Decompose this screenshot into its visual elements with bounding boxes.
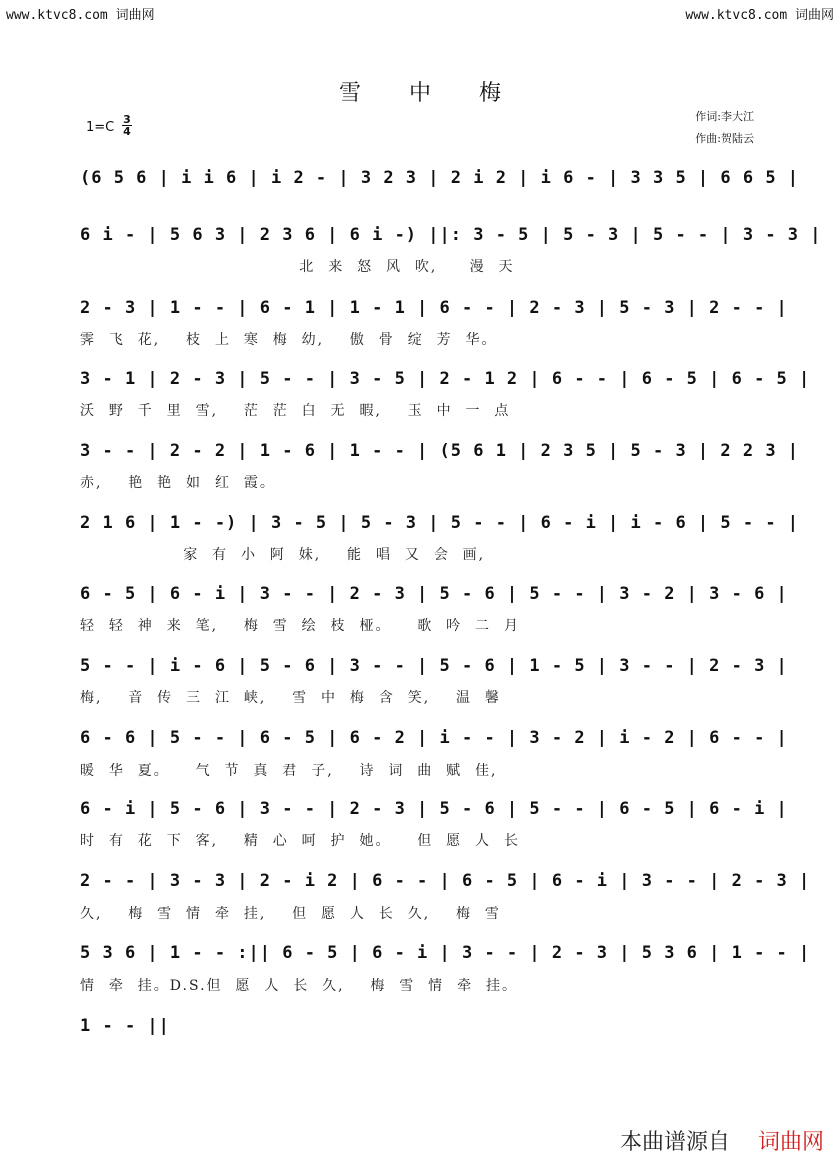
- score-row-11-lyrics: 久, 梅 雪 情 牵 挂, 但 愿 人 长 久, 梅 雪: [80, 906, 501, 922]
- score-row-6-lyrics: 家 有 小 阿 妹, 能 唱 又 会 画,: [80, 547, 486, 563]
- footer-brand-logo[interactable]: 词曲网: [757, 1130, 824, 1155]
- song-title: 雪中梅: [338, 81, 549, 106]
- score-row-2-notes: 6 i - | 5 6 3 | 2 3 6 | 6 i -) ||: 3 - 5 | 5 - 3 | 5 - - | 3 - 3 |: [80, 225, 822, 245]
- score-row-3-lyrics: 霁 飞 花, 枝 上 寒 梅 幼, 傲 骨 绽 芳 华。: [80, 332, 498, 348]
- composer-credit: 作曲:贺陆云: [695, 132, 754, 145]
- score-row-4-lyrics: 沃 野 千 里 雪, 茫 茫 白 无 暇, 玉 中 一 点: [80, 403, 511, 419]
- meter-top: 3: [123, 113, 131, 126]
- score-row-8-lyrics: 梅, 音 传 三 江 峡, 雪 中 梅 含 笑, 温 馨: [80, 690, 501, 706]
- score-row-5-notes: 3 - - | 2 - 2 | 1 - 6 | 1 - - | (5 6 1 | 2 3 5 | 5 - 3 | 2 2 3 |: [80, 441, 800, 461]
- score-row-7-notes: 6 - 5 | 6 - i | 3 - - | 2 - 3 | 5 - 6 | 5 - - | 3 - 2 | 3 - 6 |: [80, 584, 788, 604]
- key-signature: 1=C: [86, 120, 115, 135]
- score-row-11-notes: 2 - - | 3 - 3 | 2 - i 2 | 6 - - | 6 - 5 | 6 - i | 3 - - | 2 - 3 |: [80, 871, 811, 891]
- score-row-5-lyrics: 赤, 艳 艳 如 红 霞。: [80, 475, 276, 491]
- lyricist-credit: 作词:李大江: [695, 110, 754, 123]
- score-row-10-notes: 6 - i | 5 - 6 | 3 - - | 2 - 3 | 5 - 6 | 5 - - | 6 - 5 | 6 - i |: [80, 799, 788, 819]
- score-row-12-lyrics: 情 牵 挂。D.S.但 愿 人 长 久, 梅 雪 情 牵 挂。: [80, 978, 518, 994]
- score-row-9-lyrics: 暖 华 夏。 气 节 真 君 子, 诗 词 曲 赋 佳,: [80, 763, 498, 779]
- score-row-9-notes: 6 - 6 | 5 - - | 6 - 5 | 6 - 2 | i - - | 3 - 2 | i - 2 | 6 - - |: [80, 728, 788, 748]
- score-row-1-notes: (6 5 6 | i i 6 | i 2 - | 3 2 3 | 2 i 2 | i 6 - | 3 3 5 | 6 6 5 |: [80, 168, 800, 188]
- score-row-4-notes: 3 - 1 | 2 - 3 | 5 - - | 3 - 5 | 2 - 1 2 | 6 - - | 6 - 5 | 6 - 5 |: [80, 369, 811, 389]
- score-row-6-notes: 2 1 6 | 1 - -) | 3 - 5 | 5 - 3 | 5 - - | 6 - i | i - 6 | 5 - - |: [80, 513, 800, 533]
- site-url-right[interactable]: www.ktvc8.com 词曲网: [685, 8, 834, 23]
- meter-bottom: 4: [123, 125, 131, 138]
- score-row-8-notes: 5 - - | i - 6 | 5 - 6 | 3 - - | 5 - 6 | 1 - 5 | 3 - - | 2 - 3 |: [80, 656, 788, 676]
- score-row-13-notes: 1 - - ||: [80, 1016, 170, 1036]
- footer-source-label: 本曲谱源自: [619, 1130, 730, 1155]
- score-row-7-lyrics: 轻 轻 神 来 笔, 梅 雪 绘 枝 桠。 歌 吟 二 月: [80, 618, 520, 634]
- time-signature: [122, 114, 132, 137]
- site-url-left[interactable]: www.ktvc8.com 词曲网: [6, 8, 155, 23]
- score-row-12-notes: 5 3 6 | 1 - - :|| 6 - 5 | 6 - i | 3 - - | 2 - 3 | 5 3 6 | 1 - - |: [80, 943, 811, 963]
- score-row-2-lyrics: 北 来 怒 风 吹, 漫 天: [80, 259, 515, 275]
- score-row-10-lyrics: 时 有 花 下 客, 精 心 呵 护 她。 但 愿 人 长: [80, 833, 520, 849]
- score-row-3-notes: 2 - 3 | 1 - - | 6 - 1 | 1 - 1 | 6 - - | 2 - 3 | 5 - 3 | 2 - - |: [80, 298, 788, 318]
